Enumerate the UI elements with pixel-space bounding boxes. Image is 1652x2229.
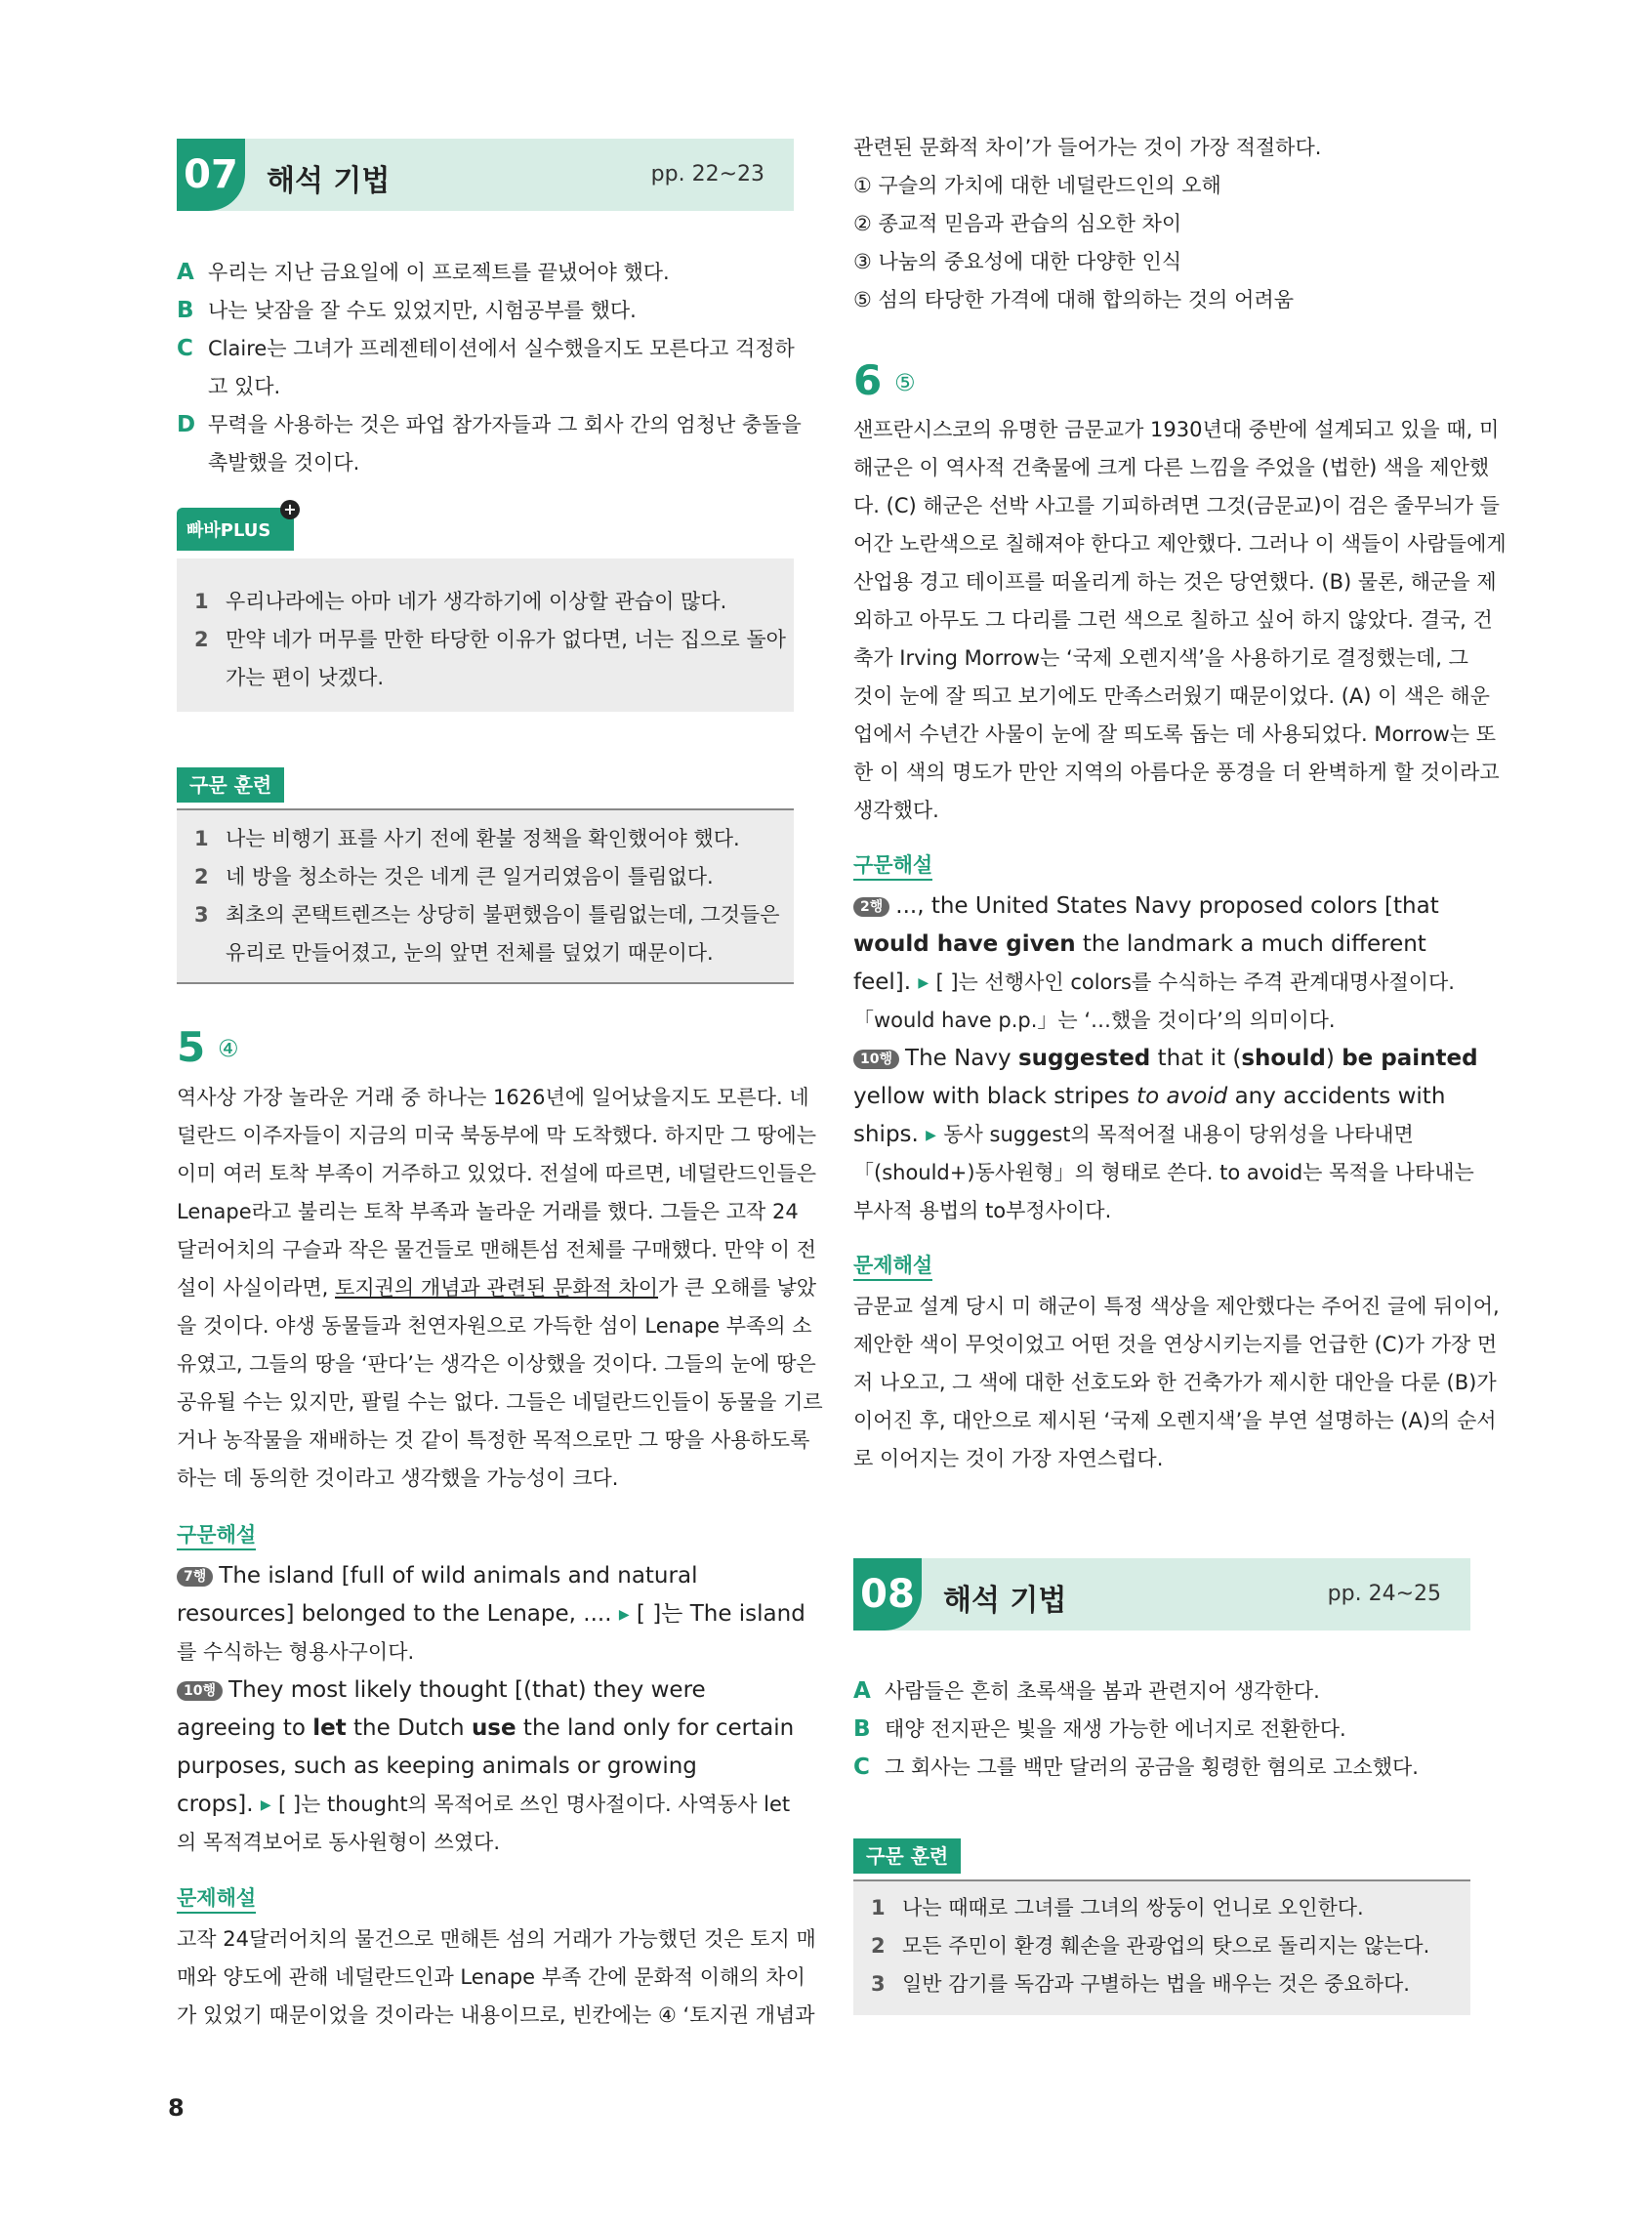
page-reference: pp. 22~23 (650, 162, 764, 186)
drill-item-3: 3 일반 감기를 독감과 구별하는 법을 배우는 것은 중요하다. (871, 1972, 1410, 1996)
passage-line: 샌프란시스코의 유명한 금문교가 1930년대 중반에 설계되고 있을 때, 미 (853, 418, 1500, 441)
grammar-note-1: 2행 ..., the United States Navy proposed colors [that (853, 887, 1439, 926)
item-d: D 무력을 사용하는 것은 파업 참가자들과 그 회사 간의 엄청난 충돌을 (177, 412, 802, 437)
grammar-note-1-cont: resources] belonged to the Lenape, .... ▶ [ ]는 The island (177, 1601, 805, 1627)
grammar-note-2-cont: 부사적 용법의 to부정사이다. (853, 1199, 1112, 1222)
passage-line: 이미 여러 토착 부족이 거주하고 있었다. 전설에 따르면, 네덜란드인들은 (177, 1162, 817, 1185)
solution-title: 문제해설 (853, 1252, 932, 1281)
grammar-note-2: 10행 The Navy suggested that it (should) be painted (853, 1040, 1478, 1078)
passage-line: 생각했다. (853, 799, 939, 822)
plus-item-2: 2 만약 네가 머무를 만한 타당한 이유가 없다면, 너는 집으로 돌아 (194, 628, 786, 651)
solution-cont: 관련된 문화적 차이’가 들어가는 것이 가장 적절하다. (853, 136, 1322, 159)
plus-item-2-cont: 가는 편이 낫겠다. (226, 666, 385, 689)
grammar-notes-title: 구문해설 (853, 851, 932, 881)
solution-line: 저 나오고, 그 색에 대한 선호도와 한 건축가가 제시한 대안을 다룬 (B)가 (853, 1371, 1497, 1394)
drill-item-3: 3 최초의 콘택트렌즈는 상당히 불편했음이 틀림없는데, 그것들은 (194, 903, 780, 927)
option-2: ② 종교적 믿음과 관습의 심오한 차이 (853, 212, 1182, 235)
grammar-note-2-cont: ships. ▶ 동사 suggest의 목적어절 내용이 당위성을 나타내면 (853, 1122, 1414, 1147)
grammar-note-1-cont: 「would have p.p.」는 ‘…했을 것이다’의 의미이다. (853, 1009, 1336, 1032)
passage-line: 유였고, 그들의 땅을 ‘판다’는 생각은 이상했을 것이다. 그들의 눈에 땅은 (177, 1352, 816, 1376)
solution-line: 매와 양도에 관해 네덜란드인과 Lenape 부족 간에 문화적 이해의 차이 (177, 1965, 805, 1989)
passage-line: 역사상 가장 놀라운 거래 중 하나는 1626년에 일어났을지도 모른다. 네 (177, 1086, 809, 1109)
drill-item-2: 2 네 방을 청소하는 것은 네게 큰 일거리였음이 틀림없다. (194, 865, 714, 888)
plus-icon: + (280, 500, 300, 519)
drill-item-3-cont: 유리로 만들어졌고, 눈의 앞면 전체를 덮었기 때문이다. (226, 941, 714, 965)
plus-tag (177, 500, 297, 551)
plus-tag-label: 빠바PLUS (186, 520, 271, 541)
blank-underline: 토지권의 개념과 관련된 문화적 차이 (335, 1276, 659, 1300)
item-c: C 그 회사는 그를 백만 달러의 공금을 횡령한 혐의로 고소했다. (853, 1754, 1419, 1780)
triangle-icon: ▶ (926, 1128, 936, 1143)
solution-line: 고작 24달러어치의 물건으로 맨해튼 섬의 거래가 가능했던 것은 토지 매 (177, 1927, 816, 1951)
grammar-note-2-cont: crops]. ▶ [ ]는 thought의 목적어로 쓰인 명사절이다. 사역동사 let (177, 1792, 791, 1817)
passage-line: Lenape라고 불리는 토착 부족과 놀라운 거래를 했다. 그들은 고작 24 (177, 1200, 799, 1223)
grammar-note-2-cont: purposes, such as keeping animals or growing (177, 1754, 697, 1779)
item-a: A 우리는 지난 금요일에 이 프로젝트를 끝냈어야 했다. (177, 260, 670, 285)
solution-line: 로 이어지는 것이 가장 자연스럽다. (853, 1447, 1164, 1470)
section-title: 해석 기법 (267, 164, 391, 198)
option-5: ⑤ 섬의 타당한 가격에 대해 합의하는 것의 어려움 (853, 288, 1294, 311)
triangle-icon: ▶ (618, 1607, 630, 1623)
passage-line: 외하고 아무도 그 다리를 그런 색으로 칠하고 싶어 하지 않았다. 결국, 건 (853, 608, 1493, 632)
passage-line: 업에서 수년간 사물이 눈에 잘 띄도록 돕는 데 사용되었다. Morrow는 또 (853, 722, 1497, 746)
drill-tag: 구문 훈련 (853, 1838, 961, 1874)
passage-line: 거나 농작물을 재배하는 것 같이 특정한 목적으로만 그 땅을 사용하도록 (177, 1428, 810, 1452)
drill-item-1: 1 나는 비행기 표를 사기 전에 환불 정책을 확인했어야 했다. (194, 827, 740, 850)
passage-line: 덜란드 이주자들이 지금의 미국 북동부에 막 도착했다. 하지만 그 땅에는 (177, 1124, 817, 1147)
passage-line: 산업용 경고 테이프를 떠올리게 하는 것은 당연했다. (B) 물론, 해군을 제 (853, 570, 1497, 594)
triangle-icon: ▶ (260, 1797, 271, 1813)
section-08-header (853, 1558, 1470, 1630)
item-a: A 사람들은 흔히 초록색을 봄과 관련지어 생각한다. (853, 1678, 1320, 1704)
item-c-cont: 고 있다. (208, 375, 281, 398)
grammar-note-1-cont: feel]. ▶ [ ]는 선행사인 colors를 수식하는 주격 관계대명사절이다. (853, 970, 1455, 995)
passage-line: 공유될 수는 있지만, 팔릴 수는 없다. 그들은 네덜란드인들이 동물을 기르 (177, 1390, 823, 1414)
answer-mark: ④ (218, 1035, 239, 1062)
grammar-notes-title: 구문해설 (177, 1521, 256, 1550)
passage-line: 것이 눈에 잘 띄고 보기에도 만족스러웠기 때문이었다. (A) 이 색은 해운 (853, 684, 1490, 708)
solution-line: 금문교 설계 당시 미 해군이 특정 색상을 제안했다는 주어진 글에 뒤이어, (853, 1295, 1500, 1318)
solution-line: 가 있었기 때문이었을 것이라는 내용이므로, 빈칸에는 ④ ‘토지권 개념과 (177, 2003, 815, 2027)
passage-line: 축가 Irving Morrow는 ‘국제 오렌지색’을 사용하기로 결정했는데, 그 (853, 646, 1468, 670)
section-number: 07 (177, 139, 245, 211)
grammar-note-2: 10행 They most likely thought [(that) they were (177, 1672, 706, 1710)
grammar-note-1-cont: 를 수식하는 형용사구이다. (177, 1640, 415, 1664)
plus-item-1: 1 우리나라에는 아마 네가 생각하기에 이상할 관습이 많다. (194, 590, 727, 613)
passage-line: 설이 사실이라면, 토지권의 개념과 관련된 문화적 차이가 큰 오해를 낳았 (177, 1276, 817, 1300)
solution-title: 문제해설 (177, 1884, 256, 1914)
grammar-note-1: 7행 The island [full of wild animals and natural (177, 1557, 697, 1595)
option-3: ③ 나눔의 중요성에 대한 다양한 인식 (853, 250, 1182, 273)
passage-line: 한 이 색의 명도가 만안 지역의 아름다운 풍경을 더 완벽하게 할 것이라고 (853, 761, 1500, 784)
page-reference: pp. 24~25 (1327, 1582, 1441, 1606)
item-b: B 태양 전지판은 빛을 재생 가능한 에너지로 전환한다. (853, 1716, 1346, 1742)
item-b: B 나는 낮잠을 잘 수도 있었지만, 시험공부를 했다. (177, 298, 637, 323)
passage-line: 하는 데 동의한 것이라고 생각했을 가능성이 크다. (177, 1466, 619, 1490)
grammar-note-2-cont: 의 목적격보어로 동사원형이 쓰였다. (177, 1831, 500, 1854)
item-d-cont: 촉발했을 것이다. (208, 451, 360, 475)
question-number: 5 (177, 1023, 206, 1071)
drill-item-2: 2 모든 주민이 환경 훼손을 관광업의 탓으로 돌리지는 않는다. (871, 1934, 1430, 1958)
question-number: 6 (853, 356, 883, 404)
passage-line: 달러어치의 구슬과 작은 물건들로 맨해튼섬 전체를 구매했다. 만약 이 전 (177, 1238, 817, 1261)
grammar-note-2-cont: 「(should+)동사원형」의 형태로 쓴다. to avoid는 목적을 나타내는 (853, 1161, 1474, 1184)
section-title: 해석 기법 (943, 1584, 1067, 1618)
grammar-note-1-cont: would have given the landmark a much different (853, 931, 1426, 957)
grammar-note-2-cont: agreeing to let the Dutch use the land only for certain (177, 1715, 795, 1741)
solution-line: 제안한 색이 무엇이었고 어떤 것을 연상시키는지를 언급한 (C)가 가장 먼 (853, 1333, 1498, 1356)
section-number: 08 (853, 1558, 922, 1630)
passage-line: 해군은 이 역사적 건축물에 크게 다른 느낌을 주었을 (법한) 색을 제안했 (853, 456, 1490, 479)
answer-mark: ⑤ (894, 369, 916, 396)
item-c: C Claire는 그녀가 프레젠테이션에서 실수했을지도 모른다고 걱정하 (177, 336, 795, 361)
passage-line: 다. (C) 해군은 선박 사고를 기피하려면 그것(금문교)이 검은 줄무늬가 들 (853, 494, 1500, 517)
drill-tag: 구문 훈련 (177, 767, 284, 803)
grammar-note-2-cont: yellow with black stripes to avoid any accidents with (853, 1084, 1446, 1109)
option-1: ① 구슬의 가치에 대한 네덜란드인의 오해 (853, 174, 1221, 197)
triangle-icon: ▶ (918, 975, 929, 991)
passage-line: 을 것이다. 야생 동물들과 천연자원으로 가득한 섬이 Lenape 부족의 소 (177, 1314, 812, 1338)
section-07-header (177, 139, 794, 211)
solution-line: 이어진 후, 대안으로 제시된 ‘국제 오렌지색’을 부연 설명하는 (A)의 순서 (853, 1409, 1497, 1432)
passage-line: 어간 노란색으로 칠해져야 한다고 제안했다. 그러나 이 색들이 사람들에게 (853, 532, 1507, 556)
drill-item-1: 1 나는 때때로 그녀를 그녀의 쌍둥이 언니로 오인한다. (871, 1896, 1364, 1919)
page-number: 8 (168, 2094, 185, 2122)
